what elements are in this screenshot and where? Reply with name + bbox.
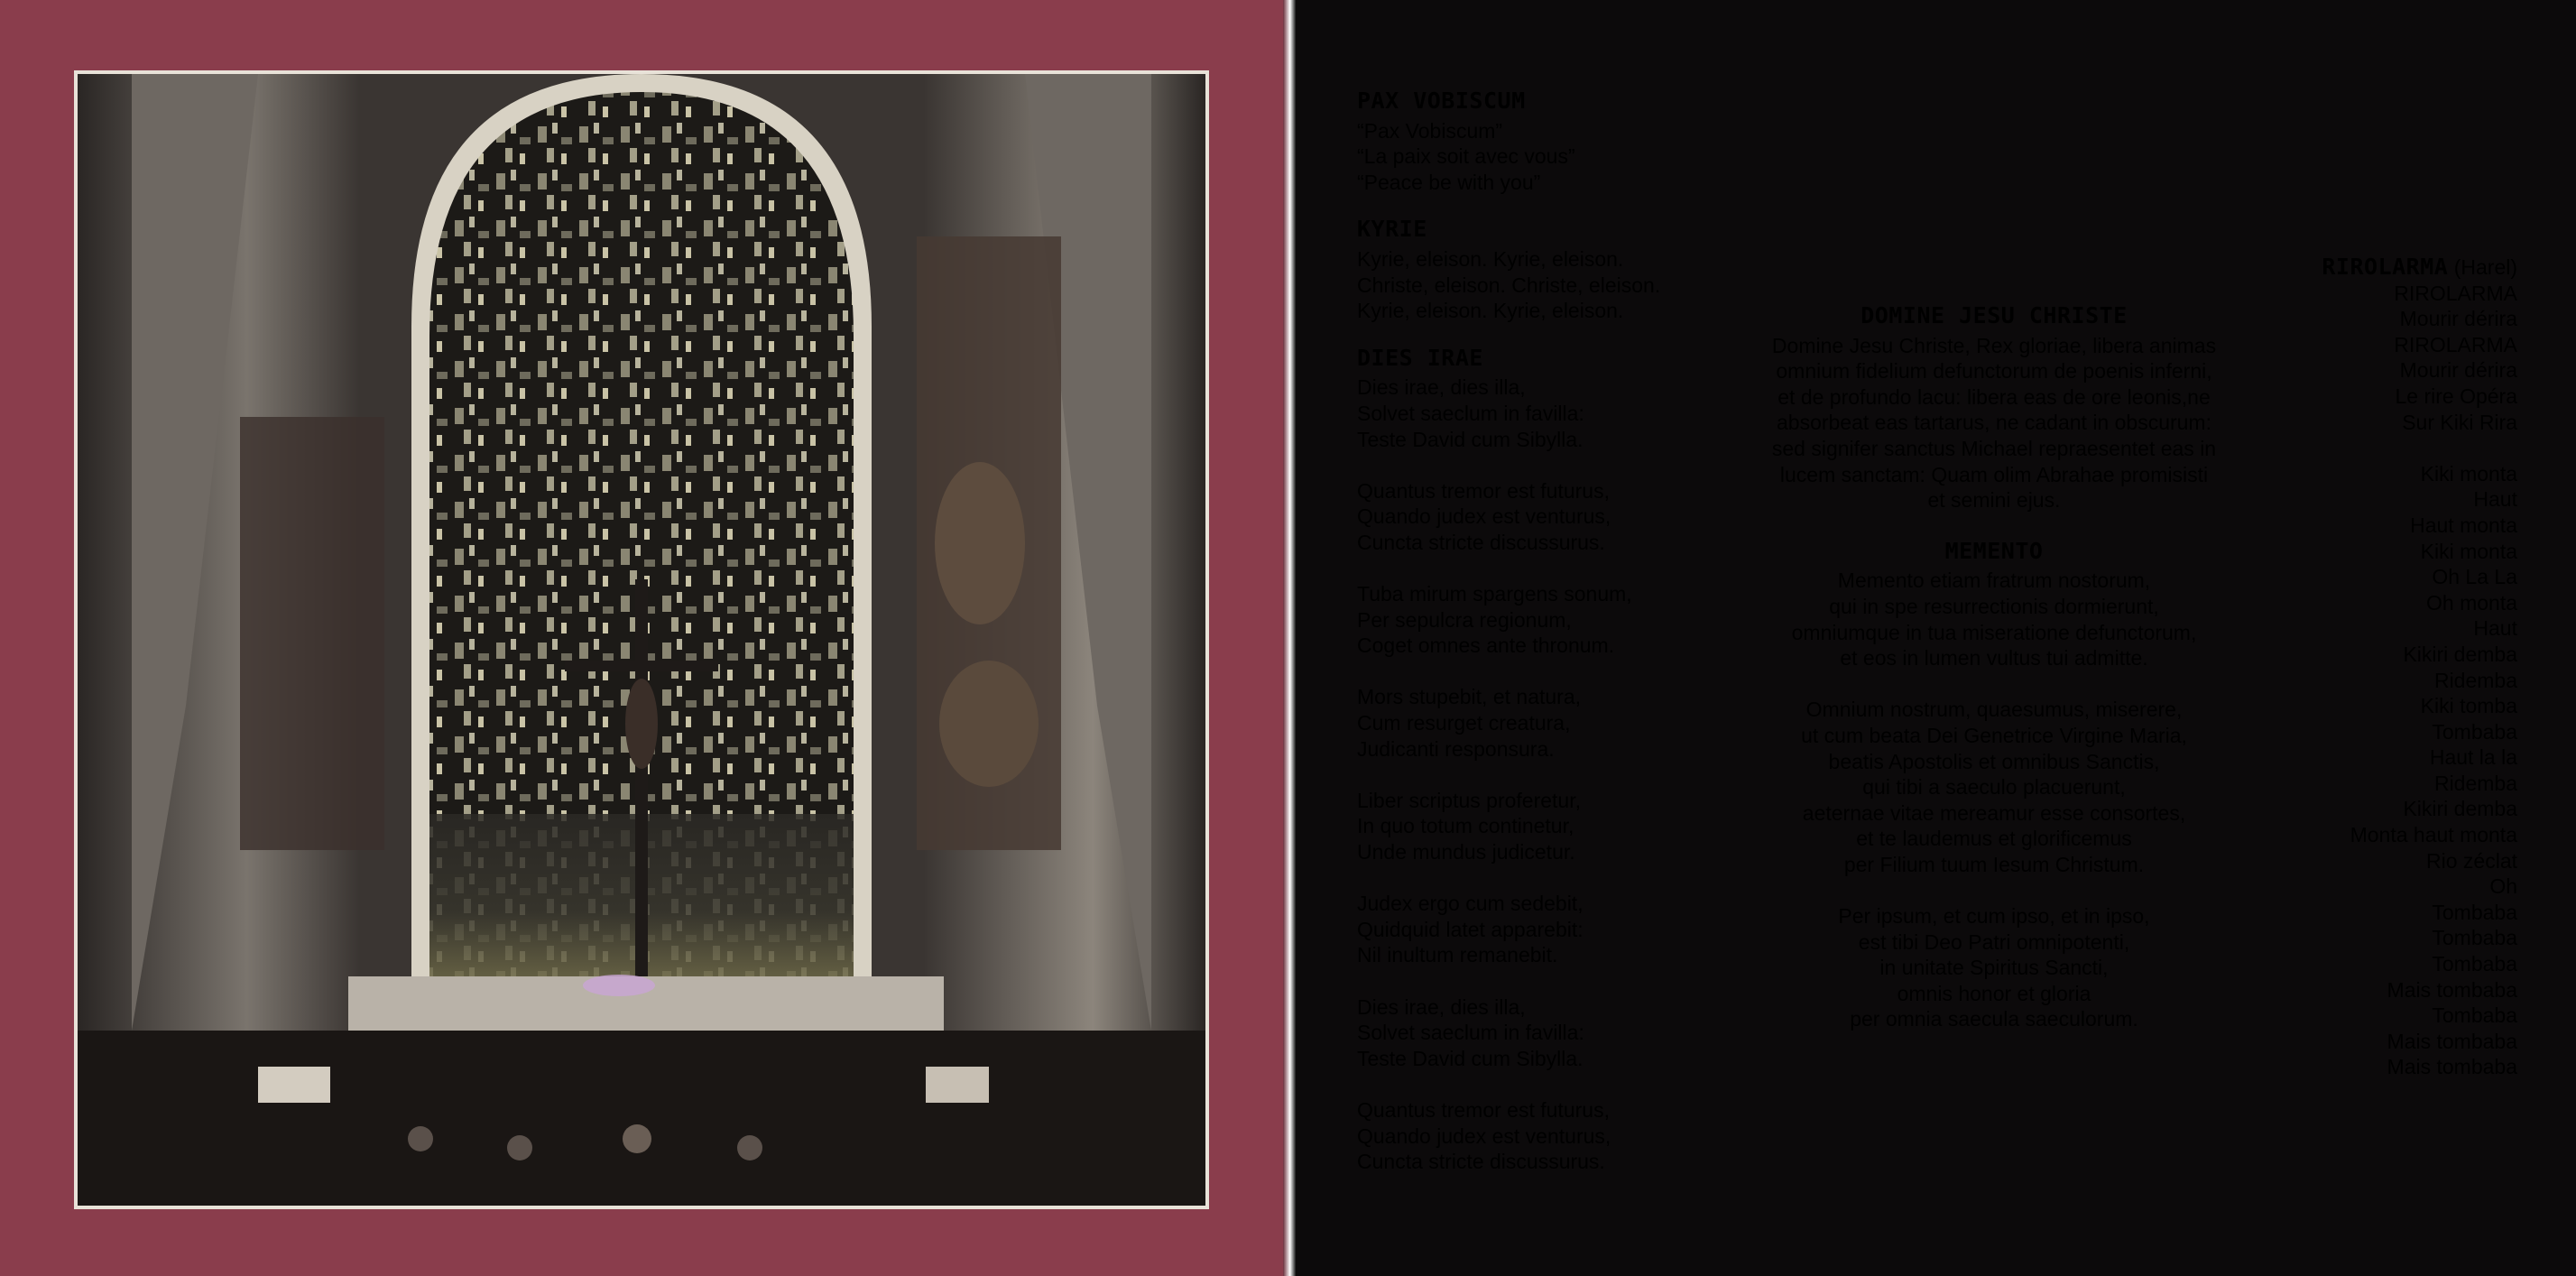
lyrics-column-right [2075, 254, 2517, 1105]
section-lyrics: Domine Jesu Christe, Rex gloriae, libera animas omnium fidelium defunctorum de poenis inferni, et de profundo lacu: libera eas de ore leonis,ne absorbeat eas tartarus, ne cadant in obscurum: sed signifer sanctus Michael repraesentet eas in lucem sanctam: Quam olim Abrahae promisisti et semini ejus. [1771, 333, 2217, 513]
lyrics-column-left [1357, 88, 1754, 1197]
section-credit: (Harel) [2453, 255, 2517, 279]
photo-frame [74, 70, 1209, 1209]
section-title: DOMINE JESU CHRISTE [1860, 302, 2128, 328]
section-lyrics: Memento etiam fratrum nostorum, qui in spe resurrectionis dormierunt, omniumque in tua miseratione defunctorum, et eos in lumen vultus tui admitte. Omnium nostrum, quaesumus, miserere, ut cum beata Dei Genetrice Virgine Maria, beatis Apostolis et omnibus Sanctis, qui tibi a saeculo placuerunt, aeternae vitae mereamur esse consortes, et te laudemus et glorificemus per Filium tuum Iesum Christum. Per ipsum, et cum ipso, et in ipso, est tibi Deo Patri omnipotenti, in unitate Spiritus Sancti, omnis honor et gloria per omnia saecula saeculorum. [1791, 569, 2197, 1031]
section-title: MEMENTO [1944, 537, 2044, 564]
section-kyrie [1357, 217, 1754, 323]
section-lyrics: Kyrie, eleison. Kyrie, eleison. Christe, eleison. Christe, eleison. Kyrie, eleison. Kyrie, eleison. [1357, 246, 1661, 323]
section-pax-vobiscum [1357, 88, 1754, 195]
section-rirolarma [2075, 254, 2517, 1080]
section-dies-irae [1357, 346, 1754, 1175]
cathedral-illustration [78, 74, 1205, 1206]
section-lyrics: Dies irae, dies illa, Solvet saeclum in favilla: Teste David cum Sibylla. Quantus tremor est futurus, Quando judex est venturus, Cuncta stricte discussurus. Tuba mirum spargens sonum, Per sepulcra regionum, Coget omnes ante thronum. Mors stupebit, et natura, Cum resurget creatura, Judicanti responsura. Liber scriptus proferetur, In quo totum continetur, Unde mundus judicetur. Judex ergo cum sedebit, Quidquid latet apparebit: Nil inultum remanebit. Dies irae, dies illa, Solvet saeclum in favilla: Teste David cum Sibylla. Quantus tremor est futurus, Quando judex est venturus, Cuncta stricte discussurus. [1357, 375, 1632, 1174]
book-spine [1283, 0, 1296, 1276]
section-lyrics: “Pax Vobiscum” “La paix soit avec vous” “Peace be with you” [1357, 118, 1575, 194]
section-title: RIROLARMA [2322, 254, 2449, 280]
section-title: PAX VOBISCUM [1357, 88, 1526, 114]
section-title: KYRIE [1357, 216, 1427, 243]
cathedral-concert-photo [78, 74, 1205, 1206]
section-title-row [2075, 254, 2517, 281]
section-lyrics: RIROLARMA Mourir dérira RIROLARMA Mourir dérira Le rire Opéra Sur Kiki Rira Kiki monta Haut Haut monta Kiki monta Oh La La Oh monta Haut Kikiri demba Ridemba Kiki tomba Tombaba Haut la la Ridemba Kikiri demba Monta haut monta Rio zéclat Oh Tombaba Tombaba Tombaba Mais tombaba Tombaba Mais tombaba Mais tombaba [2350, 281, 2517, 1079]
section-title: DIES IRAE [1357, 344, 1483, 371]
